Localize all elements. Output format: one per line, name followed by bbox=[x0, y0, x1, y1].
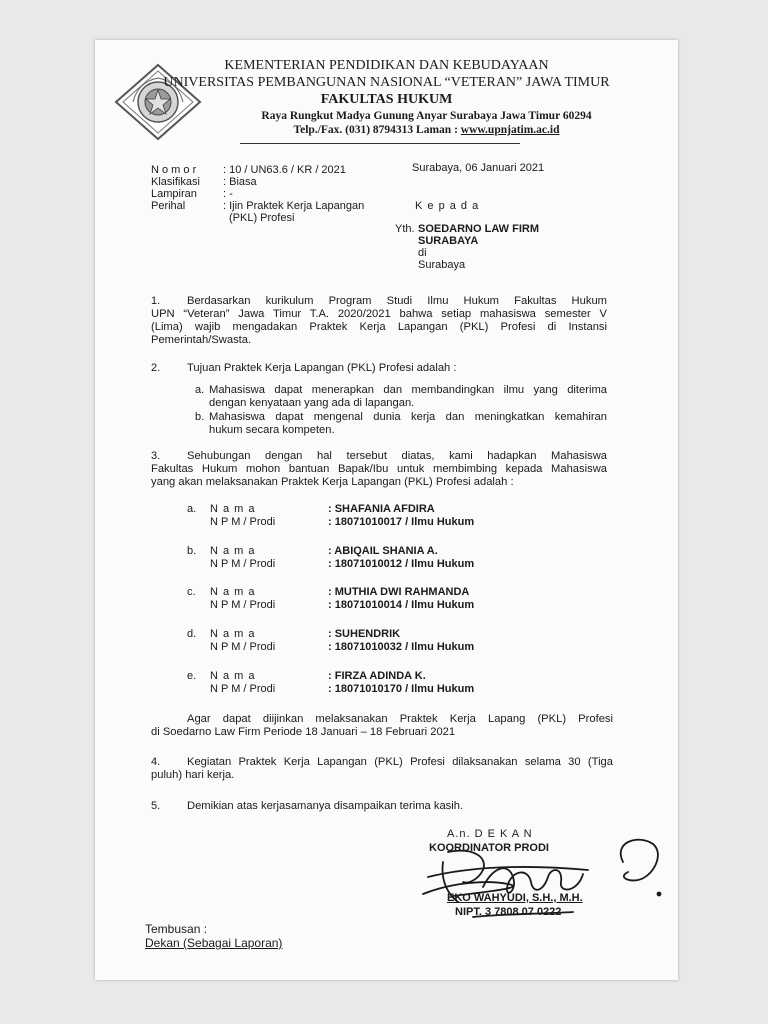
student-name: : SHAFANIA AFDIRA bbox=[328, 503, 435, 515]
student-letter: b. bbox=[187, 545, 197, 557]
letter-page bbox=[95, 40, 678, 980]
p2b-line-1: Mahasiswa dapat mengenal dunia kerja dan meningkatkan kemahiran bbox=[209, 411, 607, 423]
p1-line-2: UPN “Veteran” Jawa Timur T.A. 2020/2021 bahwa setiap mahasiswa semester V bbox=[151, 308, 607, 320]
contact-phone: Telp./Fax. (031) 8794313 Laman : bbox=[293, 124, 461, 136]
p1-line-1: Berdasarkan kurikulum Program Studi Ilmu Hukum Fakultas Hukum bbox=[187, 295, 607, 307]
p1-number: 1. bbox=[151, 295, 161, 307]
letterhead-university: UNIVERSITAS PEMBANGUNAN NASIONAL “VETERAN” JAWA TIMUR bbox=[163, 75, 610, 90]
student-npm: : 18071010170 / Ilmu Hukum bbox=[328, 683, 475, 695]
p2a-label: a. bbox=[195, 384, 205, 396]
student-name: : ABIQAIL SHANIA A. bbox=[328, 545, 438, 557]
student-entry bbox=[95, 545, 678, 575]
student-npm-label: N P M / Prodi bbox=[210, 599, 276, 611]
perihal-value-2: (PKL) Profesi bbox=[229, 212, 295, 224]
student-npm: : 18071010017 / Ilmu Hukum bbox=[328, 516, 475, 528]
perihal-value-1: : Ijin Praktek Kerja Lapangan bbox=[223, 200, 365, 212]
student-name: : MUTHIA DWI RAHMANDA bbox=[328, 586, 470, 598]
p4-line-2: puluh) hari kerja. bbox=[151, 769, 235, 781]
signatory-name: EKO WAHYUDI, S.H., M.H. bbox=[447, 892, 583, 904]
p2a-line-1: Mahasiswa dapat menerapkan dan membandingkan ilmu yang diterima bbox=[209, 384, 607, 396]
tembusan-item: Dekan (Sebagai Laporan) bbox=[145, 936, 283, 950]
p4-number: 4. bbox=[151, 756, 161, 768]
student-npm-label: N P M / Prodi bbox=[210, 516, 276, 528]
p5-number: 5. bbox=[151, 800, 161, 812]
p2-number: 2. bbox=[151, 362, 161, 374]
student-npm-label: N P M / Prodi bbox=[210, 683, 276, 695]
student-npm: : 18071010014 / Ilmu Hukum bbox=[328, 599, 475, 611]
letterhead-faculty: FAKULTAS HUKUM bbox=[320, 92, 453, 107]
p3-number: 3. bbox=[151, 450, 161, 462]
p3-line-3: yang akan melaksanakan Praktek Kerja Lapangan (PKL) Profesi adalah : bbox=[151, 476, 514, 488]
student-npm: : 18071010032 / Ilmu Hukum bbox=[328, 641, 475, 653]
website-link[interactable]: www.upnjatim.ac.id bbox=[460, 124, 560, 136]
klasifikasi-label: Klasifikasi bbox=[151, 176, 200, 188]
p1-line-4: Pemerintah/Swasta. bbox=[151, 334, 252, 346]
signatory-nipt: NIPT. 3 7808 07 0222 bbox=[455, 906, 562, 918]
kepada-label: K e p a d a bbox=[415, 200, 480, 212]
nomor-label: N o m o r bbox=[151, 164, 197, 176]
student-entry bbox=[95, 628, 678, 658]
nomor-value: : 10 / UN63.6 / KR / 2021 bbox=[223, 164, 346, 176]
p5-text: Demikian atas kerjasamanya disampaikan terima kasih. bbox=[187, 800, 464, 812]
letterhead-divider bbox=[240, 143, 520, 144]
tembusan-label: Tembusan : bbox=[145, 922, 208, 936]
student-npm: : 18071010012 / Ilmu Hukum bbox=[328, 558, 475, 570]
student-entry bbox=[95, 670, 678, 700]
letterhead-ministry: KEMENTERIAN PENDIDIKAN DAN KEBUDAYAAN bbox=[224, 58, 549, 73]
student-name-label: N a m a bbox=[210, 586, 256, 598]
lampiran-label: Lampiran bbox=[151, 188, 197, 200]
student-name: : FIRZA ADINDA K. bbox=[328, 670, 426, 682]
letterhead-contact bbox=[135, 124, 718, 136]
perihal-label: Perihal bbox=[151, 200, 186, 212]
student-letter: a. bbox=[187, 503, 197, 515]
student-name-label: N a m a bbox=[210, 670, 256, 682]
klasifikasi-value: : Biasa bbox=[223, 176, 257, 188]
lampiran-value: : - bbox=[223, 188, 233, 200]
p3-line-2: Fakultas Hukum mohon bantuan Bapak/Ibu untuk membimbing kepada Mahasiswa bbox=[151, 463, 607, 475]
student-name-label: N a m a bbox=[210, 628, 256, 640]
student-letter: d. bbox=[187, 628, 197, 640]
student-entry bbox=[95, 503, 678, 533]
letterhead-address: Raya Rungkut Madya Gunung Anyar Surabaya Jawa Timur 60294 bbox=[261, 110, 592, 122]
recipient-name-2: SURABAYA bbox=[418, 235, 479, 247]
p2-text: Tujuan Praktek Kerja Lapangan (PKL) Profesi adalah : bbox=[187, 362, 457, 374]
p2a-line-2: dengan kenyataan yang ada di lapangan. bbox=[209, 397, 415, 409]
p3-line-1: Sehubungan dengan hal tersebut diatas, kami hadapkan Mahasiswa bbox=[187, 450, 607, 462]
agar-line-1: Agar dapat diijinkan melaksanakan Praktek Kerja Lapang (PKL) Profesi bbox=[187, 713, 613, 725]
student-name-label: N a m a bbox=[210, 545, 256, 557]
student-npm-label: N P M / Prodi bbox=[210, 641, 276, 653]
p2b-line-2: hukum secara kompeten. bbox=[209, 424, 335, 436]
agar-line-2: di Soedarno Law Firm Periode 18 Januari – 18 Februari 2021 bbox=[151, 726, 456, 738]
student-letter: c. bbox=[187, 586, 196, 598]
recipient-name-1: SOEDARNO LAW FIRM bbox=[418, 223, 539, 235]
student-npm-label: N P M / Prodi bbox=[210, 558, 276, 570]
student-entry bbox=[95, 586, 678, 616]
letter-date: Surabaya, 06 Januari 2021 bbox=[412, 162, 545, 174]
recipient-city: Surabaya bbox=[418, 259, 466, 271]
student-name: : SUHENDRIK bbox=[328, 628, 401, 640]
yth-label: Yth. bbox=[395, 223, 415, 235]
p1-line-3: (Lima) wajib mengadakan Praktek Kerja Lapangan (PKL) Profesi di Instansi bbox=[151, 321, 607, 333]
p4-line-1: Kegiatan Praktek Kerja Lapangan (PKL) Profesi dilaksanakan selama 30 (Tiga bbox=[187, 756, 613, 768]
p2b-label: b. bbox=[195, 411, 205, 423]
student-letter: e. bbox=[187, 670, 197, 682]
recipient-di: di bbox=[418, 247, 427, 259]
coordinator-title: KOORDINATOR PRODI bbox=[429, 842, 549, 854]
an-dekan-label: A.n. D E K A N bbox=[447, 828, 533, 840]
student-name-label: N a m a bbox=[210, 503, 256, 515]
